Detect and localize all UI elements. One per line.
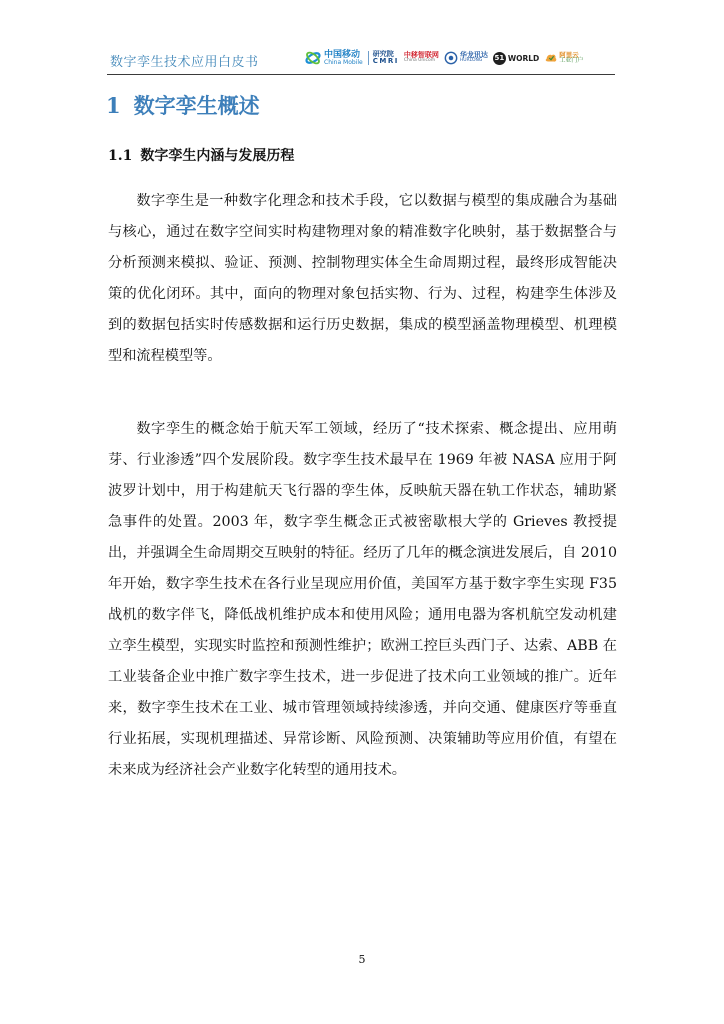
alibaba-cloud-icon <box>544 51 558 65</box>
51world-logo <box>493 52 539 65</box>
china-unicom-cn: 中移智联网 <box>403 51 439 60</box>
hurlong-logo <box>444 51 488 65</box>
china-unicom-logo <box>404 52 439 64</box>
china-unicom-en: China Unicom <box>403 58 436 64</box>
alibaba-cloud-sub: 工业门户 <box>559 57 584 65</box>
china-mobile-cn: 中国移动 <box>324 49 361 60</box>
cmri-en: CMRI <box>372 57 399 65</box>
partner-logos <box>304 45 616 71</box>
51world-number: 51 <box>493 52 506 65</box>
subsection-number: 1.1 <box>108 148 133 164</box>
alibaba-cloud-cn: 阿里云 <box>559 50 579 59</box>
hurlong-en: HURLONG <box>459 58 483 64</box>
hurlong-cn: 华龙讯达 <box>459 51 488 60</box>
subsection-title: 数字孪生内涵与发展历程 <box>140 148 295 164</box>
cmri-cn: 研究院 <box>372 50 394 58</box>
page-header <box>107 44 615 75</box>
document-title: 数字孪生技术应用白皮书 <box>110 55 259 70</box>
51world-word: WORLD <box>507 53 540 63</box>
section-title: 数字孪生概述 <box>133 94 260 118</box>
hurlong-emblem-icon <box>444 51 458 65</box>
cmri-logo <box>368 51 399 65</box>
body-paragraph: 数字孪生的概念始于航天军工领域，经历了“技术探索、概念提出、应用萌芽、行业渗透”四个发展阶段。数字孪生技术最早在 1969 年被 NASA 应用于阿波罗计划中，用于构建航天飞行器的孪生体，反映航天器在轨工作状态，辅助紧急事件的处置。2003 年，数字孪生概念正式被密歇根大学的 Grieves 教授提出，并强调全生命周期交互映射的特征。经历了几年的概念演进发展后，自 2010 年开始，数字孪生技术在各行业呈现应用价值，美国军方基于数字孪生实现 F35 战机的数字伴飞，降低战机维护成本和使用风险；通用电器为客机航空发动机建立孪生模型，实现实时监控和预测性维护；欧洲工控巨头西门子、达索、ABB 在工业装备企业中推广数字孪生技术，进一步促进了技术向工业领域的推广。近年来，数字孪生技术在工业、城市管理领域持续渗透，并向交通、健康医疗等垂直行业拓展，实现机理描述、异常诊断、风险预测、决策辅助等应用价值，有望在未来成为经济社会产业数字化转型的通用技术。 <box>108 421 617 778</box>
page-number: 5 <box>358 953 366 966</box>
china-mobile-logo <box>304 49 363 67</box>
section-number: 1 <box>106 93 121 118</box>
china-mobile-swirl-icon <box>304 49 322 67</box>
section-heading <box>106 90 260 120</box>
subsection-heading <box>108 145 294 165</box>
alibaba-cloud-logo <box>544 51 583 65</box>
body-paragraph: 数字孪生是一种数字化理念和技术手段，它以数据与模型的集成融合为基础与核心，通过在数字空间实时构建物理对象的精准数字化映射，基于数据整合与分析预测来模拟、验证、预测、控制物理实体全生命周期过程，最终形成智能决策的优化闭环。其中，面向的物理对象包括实物、行为、过程，构建孪生体涉及到的数据包括实时传感数据和运行历史数据，集成的模型涵盖物理模型、机理模型和流程模型等。 <box>108 193 617 364</box>
china-mobile-en: China Mobile <box>324 58 363 66</box>
